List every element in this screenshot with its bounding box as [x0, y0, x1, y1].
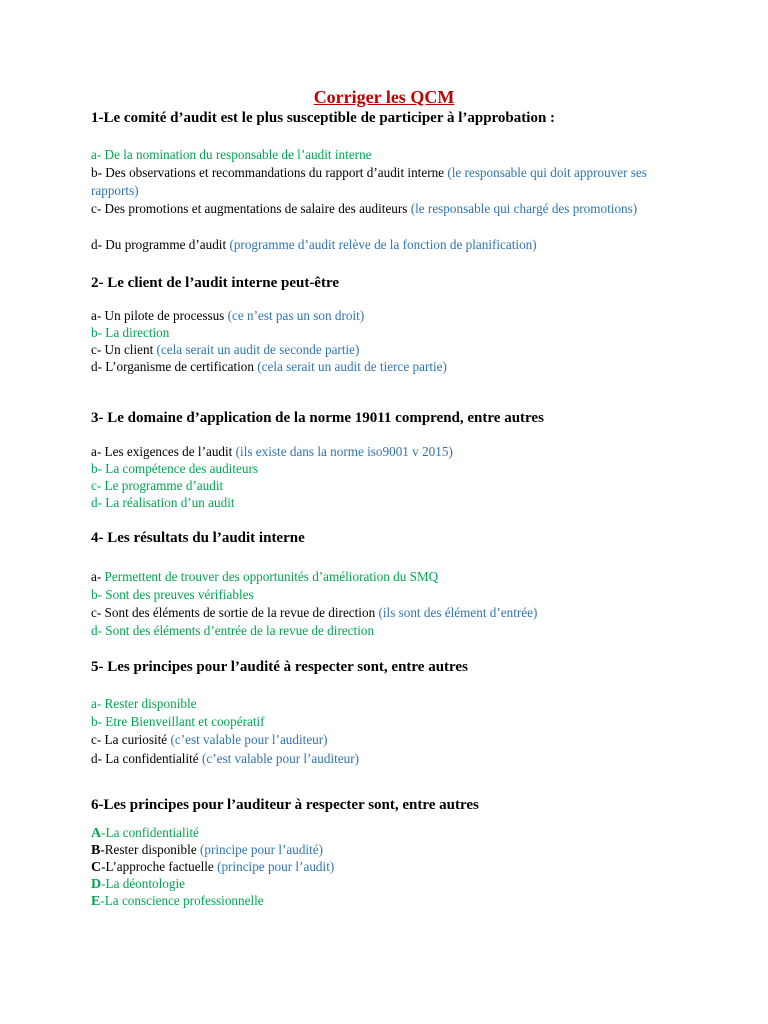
q2-option-c-note: (cela serait un audit de seconde partie)	[156, 342, 360, 357]
q1-option-b-note: (le responsable qui doit approuver ses rapports)	[91, 165, 647, 198]
q4-option-c	[91, 604, 537, 622]
q2-option-a	[91, 307, 364, 325]
q4-option-b: b- Sont des preuves vérifiables	[91, 587, 254, 602]
q5-option-c	[91, 731, 328, 749]
q1-option-c	[91, 200, 666, 218]
q2-option-a-text: a- Un pilote de processus	[91, 308, 225, 323]
q1-option-b	[91, 164, 666, 200]
q1-option-c-note: (le responsable qui chargé des promotions)	[410, 201, 638, 216]
q2-option-d	[91, 358, 447, 376]
q3-option-a-text: a- Les exigences de l’audit	[91, 444, 233, 459]
q3-option-a	[91, 443, 453, 461]
q6-option-e-letter: E	[91, 894, 101, 909]
question-4: 4- Les résultats du l’audit interne	[91, 530, 305, 546]
q3-option-d: d- La réalisation d’un audit	[91, 495, 235, 510]
q1-option-d-note: (programme d’audit relève de la fonction de planification)	[229, 237, 537, 252]
q3-option-b: b- La compétence des auditeurs	[91, 461, 258, 476]
q5-option-d-note: (c’est valable pour l’auditeur)	[201, 751, 360, 766]
q6-option-b-note: (principe pour l’audité)	[199, 842, 324, 857]
q6-option-e	[91, 892, 264, 911]
question-5: 5- Les principes pour l’audité à respecter sont, entre autres	[91, 659, 468, 675]
q6-option-c-note: (principe pour l’audit)	[217, 859, 335, 874]
q1-option-d	[91, 236, 537, 254]
q1-option-b-text: b- Des observations et recommandations du rapport d’audit interne	[91, 165, 445, 180]
q5-option-c-text: c- La curiosité	[91, 732, 168, 747]
q3-option-a-note: (ils existe dans la norme iso9001 v 2015)	[235, 444, 453, 459]
q4-option-c-note: (ils sont des élément d’entrée)	[378, 605, 538, 620]
q4-option-c-text: c- Sont des éléments de sortie de la revue de direction	[91, 605, 376, 620]
question-6: 6-Les principes pour l’auditeur à respecter sont, entre autres	[91, 797, 479, 813]
q4-option-a-text: Permettent de trouver des opportunités d’amélioration du SMQ	[104, 569, 439, 584]
q5-option-a: a- Rester disponible	[91, 696, 197, 711]
q5-option-d	[91, 750, 359, 768]
q3-option-c: c- Le programme d’audit	[91, 478, 224, 493]
q1-option-a: a- De la nomination du responsable de l’audit interne	[91, 147, 372, 162]
question-2: 2- Le client de l’audit interne peut-être	[91, 275, 340, 291]
q4-option-a-letter: a-	[91, 569, 102, 584]
q6-option-e-text: -La conscience professionnelle	[100, 893, 264, 908]
q5-option-d-text: d- La confidentialité	[91, 751, 199, 766]
q6-option-b-text: -Rester disponible	[100, 842, 197, 857]
q2-option-b: b- La direction	[91, 325, 170, 340]
q2-option-c-text: c- Un client	[91, 342, 154, 357]
q2-option-a-note: (ce n’est pas un son droit)	[227, 308, 365, 323]
q6-option-a-text: -La confidentialité	[101, 825, 199, 840]
q5-option-b: b- Etre Bienveillant et coopératif	[91, 714, 265, 729]
q2-option-d-note: (cela serait un audit de tierce partie)	[257, 359, 447, 374]
q4-option-d: d- Sont des éléments d’entrée de la revue de direction	[91, 623, 375, 638]
q1-option-c-text: c- Des promotions et augmentations de salaire des auditeurs	[91, 201, 408, 216]
question-1: 1-Le comité d’audit est le plus susceptible de participer à l’approbation :	[91, 110, 556, 126]
q6-option-a-letter: A	[91, 826, 102, 841]
q2-option-d-text: d- L’organisme de certification	[91, 359, 254, 374]
q5-option-c-note: (c’est valable pour l’auditeur)	[170, 732, 328, 747]
q2-option-c	[91, 341, 359, 359]
q6-option-c-text: -L’approche factuelle	[101, 859, 214, 874]
q1-option-d-text: d- Du programme d’audit	[91, 237, 227, 252]
q6-option-b-letter: B	[91, 843, 101, 858]
question-3: 3- Le domaine d’application de la norme 19011 comprend, entre autres	[91, 410, 544, 426]
page-title: Corriger les QCM	[313, 87, 455, 107]
q6-option-c-letter: C	[91, 860, 102, 875]
q4-option-a	[91, 568, 438, 586]
q6-option-d-letter: D	[91, 877, 102, 892]
q6-option-d-text: -La déontologie	[101, 876, 185, 891]
